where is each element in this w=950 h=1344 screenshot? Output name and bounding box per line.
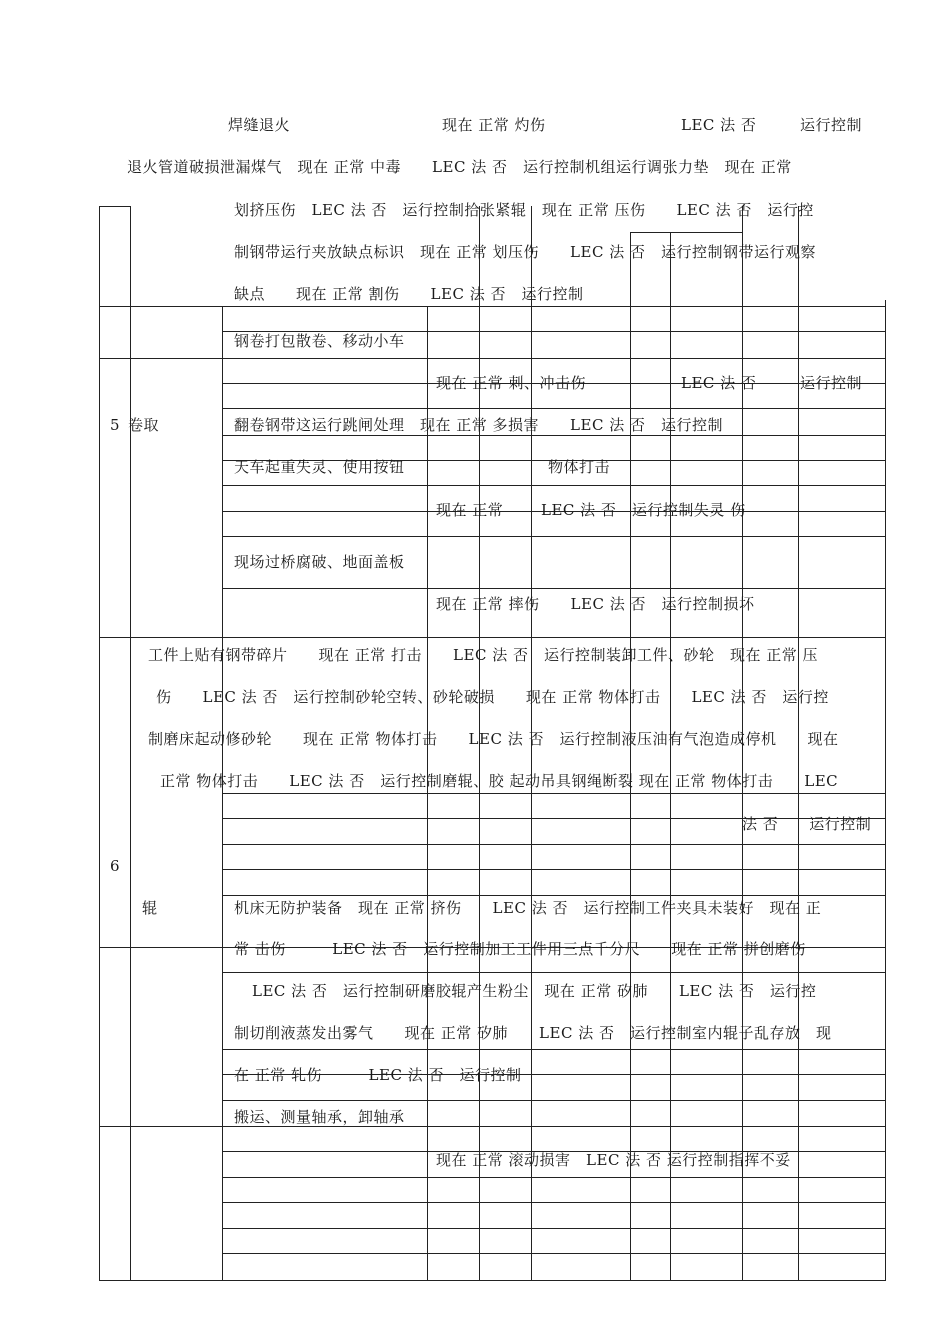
header-line-1-method: LEC 法 否: [681, 116, 757, 134]
table-border-top-left: [99, 206, 131, 207]
table-border-left: [99, 206, 100, 1280]
table-text-line: 制钢带运行夹放缺点标识 现在 正常 划压伤 LEC 法 否 运行控制钢带运行观察: [234, 243, 816, 261]
header-line-2: 退火管道破损泄漏煤气 现在 正常 中毒 LEC 法 否 运行控制机组运行调张力垫 现在 正常: [127, 158, 792, 176]
table-text-line: 现在 正常 刺、冲击伤: [436, 374, 587, 392]
table-row-line: [99, 306, 886, 307]
table-text-line: 工件上贴有钢带碎片 现在 正常 打击 LEC 法 否 运行控制装卸工件、砂轮 现在 正常 压: [148, 646, 819, 664]
table-text-line: 钢卷打包散卷、移动小车: [234, 332, 405, 350]
row-number-6: 6: [110, 857, 121, 875]
table-text-line: 正常 物体打击 LEC 法 否 运行控制磨辊、胶 起动吊具钢绳断裂 现在 正常 物体打击 LEC: [160, 772, 839, 790]
table-row-line: [222, 793, 886, 794]
table-text-line: 伤 LEC 法 否 运行控制砂轮空转、砂轮破损 现在 正常 物体打击 LEC 法 否 运行控: [156, 688, 829, 706]
table-row-line: [222, 485, 886, 486]
table-row-line: [222, 1228, 886, 1229]
table-text-line: 制磨床起动修砂轮 现在 正常 物体打击 LEC 法 否 运行控制液压油有气泡造成停机 现在: [148, 730, 839, 748]
row-name-juanqu: 卷取: [128, 416, 160, 434]
table-row-line: [222, 1202, 886, 1203]
table-row-line: [222, 588, 886, 589]
table-row-line: [222, 408, 886, 409]
table-text-line: 现在 正常: [436, 501, 504, 519]
table-text-line: 运行控制: [800, 374, 863, 392]
table-row-line: [99, 1126, 886, 1127]
table-text-line: 机床无防护装备 现在 正常 挤伤 LEC 法 否 运行控制工件夹具未装好 现在 正: [234, 899, 822, 917]
table-row-line: [222, 435, 886, 436]
table-text-line: LEC 法 否: [681, 374, 757, 392]
table-text-line: 现场过桥腐破、地面盖板: [234, 553, 405, 571]
table-text-line: 天车起重失灵、使用按钮: [234, 458, 405, 476]
table-row-line: [222, 1049, 886, 1050]
table-text-line: 制切削液蒸发出雾气 现在 正常 矽肺 LEC 法 否 运行控制室内辊子乱存放 现: [234, 1024, 832, 1042]
header-line-1-status: 现在 正常 灼伤: [442, 116, 546, 134]
table-row-line: [222, 844, 886, 845]
table-border-bottom: [99, 1280, 886, 1281]
table-text-line: 物体打击: [548, 458, 611, 476]
table-text-line: 缺点 现在 正常 割伤 LEC 法 否 运行控制: [234, 285, 584, 303]
table-row-line: [222, 1100, 886, 1101]
table-text-line: 现在 正常 滚动损害 LEC 法 否 运行控制指挥不妥: [436, 1151, 791, 1169]
header-line-1-control: 运行控制: [800, 116, 863, 134]
table-row-line: [99, 637, 886, 638]
table-row-line: [222, 972, 886, 973]
table-col-line-7: [670, 232, 671, 1280]
table-text-line: LEC 法 否 运行控制研磨胶辊产生粉尘 现在 正常 矽肺 LEC 法 否 运行控: [252, 982, 817, 1000]
table-row-line: [222, 869, 886, 870]
header-line-1-item: 焊缝退火: [228, 116, 291, 134]
table-text-line: 现在 正常 摔伤 LEC 法 否 运行控制损坏: [436, 595, 755, 613]
table-row-line: [222, 536, 886, 537]
table-row-line: [630, 232, 743, 233]
table-row-line: [222, 1253, 886, 1254]
row-name-gun: 辊: [142, 899, 158, 917]
row-number-5: 5: [110, 416, 121, 434]
table-row-line: [222, 895, 886, 896]
table-text-line: 搬运、测量轴承，卸轴承: [234, 1108, 405, 1126]
table-text-line: 法 否 运行控制: [742, 815, 872, 833]
table-col-line-6: [630, 232, 631, 1280]
table-text-line: LEC 法 否 运行控制失灵 伤: [541, 501, 746, 519]
table-row-line: [222, 1177, 886, 1178]
table-row-line: [99, 358, 886, 359]
table-col-line-1: [130, 206, 131, 1280]
table-text-line: 在 正常 轧伤 LEC 法 否 运行控制: [234, 1066, 522, 1084]
table-text-line: 常 击伤 LEC 法 否 运行控制加工工件用三点千分尺 现在 正常 拼创磨伤: [234, 940, 806, 958]
table-text-line: 翻卷钢带这运行跳闸处理 现在 正常 多损害 LEC 法 否 运行控制: [234, 416, 723, 434]
table-text-line: 划挤压伤 LEC 法 否 运行控制拾张紧辊 现在 正常 压伤 LEC 法 否 运行控: [234, 201, 814, 219]
table-border-right: [885, 300, 886, 1280]
